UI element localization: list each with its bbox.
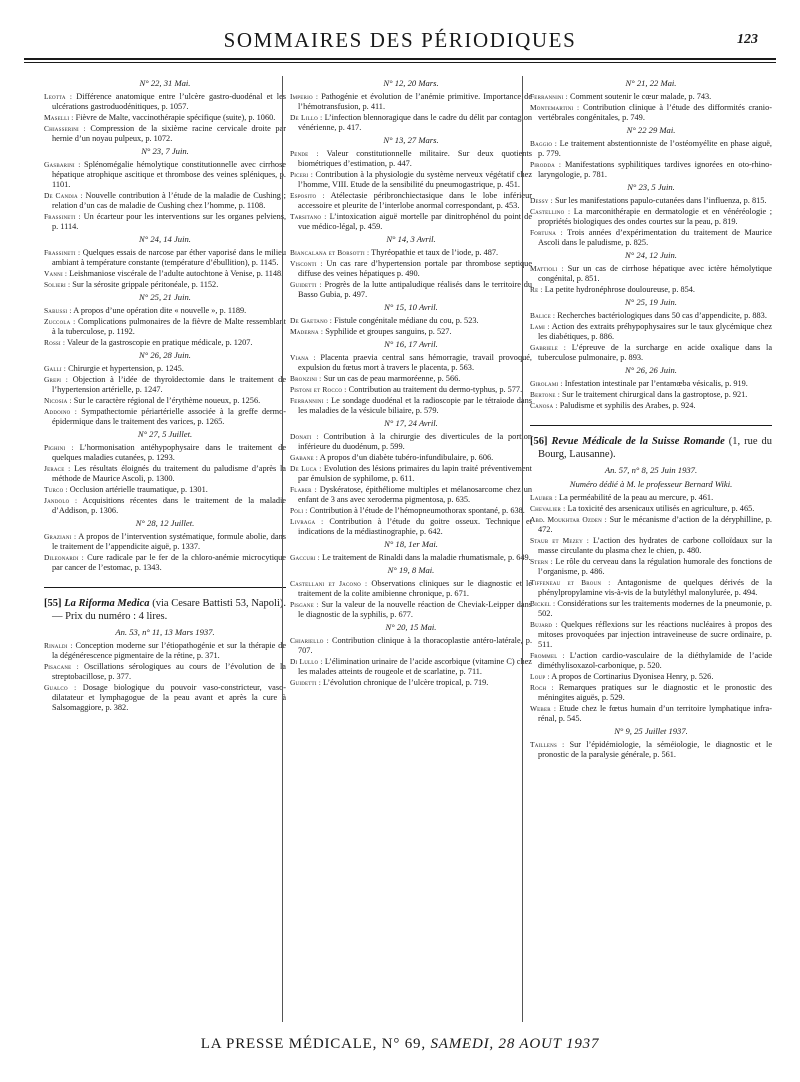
article-title: Compression de la sixième racine cervicale droite par hernie d’un noyau pulpeux, p. 1072.	[52, 124, 286, 143]
article-author: Dessy :	[530, 196, 553, 205]
issue-heading: N° 28, 12 Juillet.	[135, 518, 195, 528]
page-title: SOMMAIRES DES PÉRIODIQUES	[223, 28, 577, 52]
journal-number: [56]	[530, 436, 548, 447]
article-title: Sur le traitement chirurgical dans la gastroptose, p. 921.	[562, 390, 748, 399]
article-title: Antagonisme de quelques dérivés de la phénylpropylamine vis-à-vis de la butyléthyl malonylurée, p. 494.	[538, 578, 772, 597]
article-author: Galli :	[44, 364, 67, 373]
page-header	[24, 24, 776, 68]
article-title: Fistule congénitale médiane du cou, p. 523.	[334, 316, 479, 325]
article-author: Zuccola :	[44, 317, 76, 326]
article-entry	[44, 407, 286, 427]
article-entry	[530, 493, 772, 503]
article-author: Leotta :	[44, 92, 73, 101]
article-author: Pistoni et Rocco :	[290, 385, 347, 394]
article-entry	[290, 385, 532, 395]
article-entry	[290, 600, 532, 620]
article-author: Esposito :	[290, 191, 325, 200]
article-author: Jandolo :	[44, 496, 78, 505]
issue-heading: N° 13, 27 Mars.	[383, 135, 439, 145]
article-title: Contribution à l’étude du goitre osseux. Technique et indications de la médiastinographie, p. 642.	[298, 517, 532, 536]
article-author: Solieri :	[44, 280, 71, 289]
article-title: Comment soutenir le cœur malade, p. 743.	[570, 92, 712, 101]
article-title: Conception moderne sur l’étiopathogénie et sur la thérapie de la dégénérescence pigmentaire de la rétine, p. 371.	[52, 641, 286, 660]
article-entry	[290, 92, 532, 112]
article-title: L’intoxication aiguë mortelle par dinitrophénol du point de vue médico-légal, p. 459.	[298, 212, 532, 231]
article-entry	[290, 170, 532, 190]
article-title: Placenta praevia central sans hémorragie, travail provoqué, expulsion du fœtus mort à travers le placenta, p. 563.	[298, 353, 532, 372]
article-title: A propos de l’intervention systématique, formule abolie, dans le traitement de l’appendicite aiguë, p. 1337.	[52, 532, 286, 551]
article-title: Oscillations sérologiques au cours de l’évolution de la streptobacillose, p. 377.	[52, 662, 286, 681]
article-title: Sur un cas de cirrhose hépatique avec ictère hémolytique congénital, p. 851.	[538, 264, 772, 283]
article-title: Complications pulmonaires de la fièvre de Malte ressemblant à la tuberculose, p. 1192.	[52, 317, 286, 336]
article-entry	[44, 317, 286, 337]
article-entry	[530, 285, 772, 295]
article-author: Nicosia :	[44, 396, 72, 405]
article-author: Grepi :	[44, 375, 69, 384]
article-entry	[530, 322, 772, 342]
article-entry	[290, 453, 532, 463]
journal-heading	[530, 436, 772, 461]
article-author: De Luca :	[290, 464, 322, 473]
article-entry	[290, 191, 532, 211]
article-entry	[530, 620, 772, 650]
column-3	[530, 76, 772, 761]
article-author: Castellani et Jacono :	[290, 579, 368, 588]
column-1	[44, 76, 286, 714]
column-divider	[522, 76, 523, 1022]
article-author: Rinaldi :	[44, 641, 73, 650]
article-entry	[44, 269, 286, 279]
issue-heading: N° 12, 20 Mars.	[383, 78, 439, 88]
article-author: Graziani :	[44, 532, 77, 541]
article-author: Livraga :	[290, 517, 324, 526]
issue-heading: N° 23, 7 Juin.	[141, 146, 189, 156]
article-author: Gaccuri :	[290, 553, 320, 562]
article-author: Canosa :	[530, 401, 558, 410]
article-entry	[290, 259, 532, 279]
journal-name: Revue Médicale de la Suisse Romande	[551, 436, 725, 447]
article-entry	[530, 390, 772, 400]
article-author: Ferrannini :	[530, 92, 568, 101]
article-title: Leishmaniose viscérale de l’adulte autochtone à Venise, p. 1148.	[69, 269, 284, 278]
article-entry	[530, 704, 772, 724]
article-title: Thyréopathie et taux de l’iode, p. 487.	[371, 248, 499, 257]
article-entry	[530, 740, 772, 760]
article-entry	[44, 248, 286, 268]
article-author: Biancalana et Borsotti :	[290, 248, 370, 257]
issue-heading: N° 14, 3 Avril.	[386, 234, 436, 244]
article-author: Maselli :	[44, 113, 74, 122]
article-entry	[530, 343, 772, 363]
article-entry	[530, 228, 772, 248]
column-divider	[282, 76, 283, 1022]
article-author: Chiasserini :	[44, 124, 86, 133]
article-title: Sur un cas de peau marmoréenne, p. 566.	[323, 374, 461, 383]
article-author: Turco :	[44, 485, 68, 494]
article-entry	[290, 464, 532, 484]
article-title: Occlusion artérielle traumatique, p. 1301.	[69, 485, 208, 494]
article-author: Loup :	[530, 672, 550, 681]
article-title: Contribution clinique à la thoracoplastie antéro-latérale, p. 707.	[298, 636, 533, 655]
journal-info: (via Cesare Battisti 53, Napoli). — Prix du numéro : 4 lires.	[52, 598, 287, 622]
article-author: Balice :	[530, 311, 556, 320]
issue-heading: N° 21, 22 Mai.	[625, 78, 677, 88]
article-title: A propos d’une opération dite « nouvelle », p. 1189.	[73, 306, 247, 315]
article-title: Action des extraits préhypophysaires sur le taux glycémique chez les diabétiques, p. 886.	[538, 322, 773, 341]
article-entry	[290, 149, 532, 169]
header-rule	[24, 58, 776, 60]
article-title: Infestation intestinale par l’entamœba vésicalis, p. 919.	[564, 379, 748, 388]
article-entry	[44, 160, 286, 190]
article-entry	[530, 207, 772, 227]
issue-heading: N° 26, 26 Juin.	[625, 365, 677, 375]
article-entry	[290, 316, 532, 326]
article-author: Lauber :	[530, 493, 557, 502]
article-title: Contribution à la physiologie du système nerveux végétatif chez l’homme, VIII. Etude de la sensibilité du pneumogastrique, p. 451.	[298, 170, 533, 189]
page-number: 123	[737, 32, 758, 47]
journal-heading	[44, 598, 286, 623]
article-entry	[290, 248, 532, 258]
article-entry	[290, 353, 532, 373]
header-rule-thin	[24, 62, 776, 63]
article-title: Paludisme et syphilis des Arabes, p. 924.	[559, 401, 696, 410]
article-entry	[530, 672, 772, 682]
article-author: Guidetti :	[290, 280, 322, 289]
article-author: Frommel :	[530, 651, 565, 660]
article-author: Frassineti :	[44, 248, 81, 257]
column-2	[290, 76, 532, 689]
article-entry	[290, 327, 532, 337]
article-entry	[44, 443, 286, 463]
article-title: Un cas rare d’hypertension portale par thrombose septique diffuse des veines hépatiques p. 490.	[298, 259, 532, 278]
article-title: Fièvre de Malte, vaccinothérapie spécifique (suite), p. 1060.	[75, 113, 276, 122]
article-title: Valeur de la gastroscopie en pratique médicale, p. 1207.	[67, 338, 253, 347]
article-entry	[530, 599, 772, 619]
issue-heading: N° 16, 17 Avril.	[384, 339, 438, 349]
article-author: Pirodda :	[530, 160, 562, 169]
article-title: Quelques réflexions sur les réactions nucléaires à propos des mitoses provoquées par injection intraveineuse de sucre ordinaire, p. 511.	[538, 620, 772, 649]
issue-heading: N° 27, 5 Juillet.	[137, 429, 193, 439]
article-author: De Candia :	[44, 191, 83, 200]
article-entry	[44, 375, 286, 395]
article-entry	[44, 92, 286, 112]
article-title: Etude chez le fœtus humain d’un territoire lymphatique infra-rénal, p. 545.	[538, 704, 773, 723]
issue-heading: N° 25, 19 Juin.	[625, 297, 677, 307]
article-title: Pathogénie et évolution de l’anémie primitive. Importance de l’hémotransfusion, p. 411.	[298, 92, 532, 111]
article-entry	[530, 504, 772, 514]
article-title: Sur le caractère régional de l’érythème noueux, p. 1256.	[73, 396, 261, 405]
article-author: Di Lullo :	[290, 657, 323, 666]
article-author: Chevalier :	[530, 504, 566, 513]
issue-heading: N° 19, 8 Mai.	[387, 565, 435, 575]
article-author: Imperio :	[290, 92, 319, 101]
article-author: Abd. Moukhtar Ozden :	[530, 515, 607, 524]
article-title: Splénomégalie hémolytique constitutionnelle avec cirrhose hépatique atrophique ascitique et thrombose des veines spléniques, p. 1101.	[52, 160, 286, 189]
article-title: Sympathectomie périartérielle associée à la greffe dermo-épidermique dans le traitement des varices, p. 1265.	[52, 407, 286, 426]
article-title: L’évolution chronique de l’ulcère tropical, p. 719.	[323, 678, 489, 687]
article-author: Mattioli :	[530, 264, 564, 273]
article-author: Bujard :	[530, 620, 558, 629]
article-title: Recherches bactériologiques dans 50 cas d’appendicite, p. 883.	[557, 311, 767, 320]
article-title: L’élimination urinaire de l’acide ascorbique (vitamine C) chez les malades atteints de rougeole et de scarlatine, p. 711.	[298, 657, 532, 676]
article-author: Bronzini :	[290, 374, 322, 383]
article-author: Montemartini :	[530, 103, 580, 112]
article-title: La marconithérapie en dermatologie et en vénéréologie ; propriétés biologiques des ondes courtes sur la peau, p. 819.	[538, 207, 772, 226]
article-author: Gualco :	[44, 683, 77, 692]
article-title: Acquisitions récentes dans le traitement de la maladie d’Addison, p. 1306.	[52, 496, 286, 515]
article-entry	[290, 553, 532, 563]
article-author: Vanni :	[44, 269, 68, 278]
article-entry	[530, 683, 772, 703]
article-title: Quelques essais de narcose par éther vaporisé dans le milieu ambiant à température constante (température d’ébullition), p. 1145.	[52, 248, 286, 267]
article-title: Sur le mécanisme d’action de la déryphilline, p. 472.	[538, 515, 772, 534]
issue-heading: An. 57, n° 8, 25 Juin 1937.	[604, 465, 698, 475]
issue-heading: N° 22 29 Mai.	[626, 125, 676, 135]
article-entry	[44, 191, 286, 211]
article-author: Girolami :	[530, 379, 563, 388]
article-author: Stern :	[530, 557, 553, 566]
page-footer	[24, 1032, 776, 1072]
issue-heading: N° 24, 14 Juin.	[139, 234, 191, 244]
article-title: La perméabilité de la peau au mercure, p. 461.	[559, 493, 714, 502]
article-entry	[290, 579, 532, 599]
article-entry	[44, 280, 286, 290]
article-author: Addoino :	[44, 407, 77, 416]
article-author: Maderna :	[290, 327, 324, 336]
issue-heading: N° 26, 28 Juin.	[139, 350, 191, 360]
article-author: Pende :	[290, 149, 319, 158]
article-entry	[530, 515, 772, 535]
issue-heading: N° 24, 12 Juin.	[625, 250, 677, 260]
issue-heading: N° 9, 25 Juillet 1937.	[614, 726, 688, 736]
article-author: De Lillo :	[290, 113, 323, 122]
article-entry	[290, 485, 532, 505]
article-author: Bickel :	[530, 599, 556, 608]
article-author: Staub et Mezey :	[530, 536, 590, 545]
article-entry	[290, 374, 532, 384]
article-author: Pisgane :	[290, 600, 319, 609]
article-title: Progrès de la lutte antipaludique réalisés dans le territoire du Basso Gubia, p. 497.	[298, 280, 533, 299]
article-author: Roch :	[530, 683, 554, 692]
article-author: Pighini :	[44, 443, 74, 452]
article-entry	[530, 651, 772, 671]
journal-name: La Riforma Medica	[64, 598, 150, 609]
article-author: Frassineti :	[44, 212, 81, 221]
article-title: Valeur constitutionnelle militaire. Sur deux quotients biométriques d’estimation, p. 447.	[298, 149, 532, 168]
article-entry	[44, 306, 286, 316]
article-title: Evolution des lésions primaires du lapin traité préventivement par émulsion de syphilome, p. 611.	[298, 464, 532, 483]
article-title: Contribution clinique à l’étude des difformités cranio-vertébrales congénitales, p. 749.	[538, 103, 772, 122]
article-title: Sur la sérosite grippale péritonéale, p. 1152.	[72, 280, 219, 289]
article-title: Le traitement de Rinaldi dans la maladie rhumatismale, p. 649.	[322, 553, 531, 562]
article-author: Weber :	[530, 704, 557, 713]
issue-heading: Numéro dédié à M. le professeur Bernard Wiki.	[569, 479, 733, 489]
article-author: Sabussi :	[44, 306, 72, 315]
issue-heading: N° 18, 1er Mai.	[384, 539, 438, 549]
article-entry	[44, 396, 286, 406]
article-entry	[44, 364, 286, 374]
footer-day: SAMEDI,	[430, 1036, 494, 1052]
article-entry	[530, 401, 772, 411]
article-title: Objection à l’idée de thyroïdectomie dans le traitement de l’hypertension artérielle, p. 1247.	[52, 375, 286, 394]
article-author: Piceri :	[290, 170, 314, 179]
article-title: Manifestations syphilitiques tardives ignorées en oto-rhino-laryngologie, p. 781.	[538, 160, 773, 179]
article-title: A propos de Cortinarius Dyonisea Henry, p. 526.	[551, 672, 714, 681]
section-divider	[530, 425, 772, 426]
journal-info: (1, rue du Bourg, Lausanne).	[538, 436, 773, 460]
section-divider	[44, 587, 286, 588]
article-entry	[530, 379, 772, 389]
article-title: Atélectasie péribronchiectasique dans le lobe inférieur accessoire et pleurite de l’interlobe anormal correspondant, p. 453.	[298, 191, 532, 210]
article-title: Sur les manifestations papulo-cutanées dans l’influenza, p. 815.	[554, 196, 767, 205]
article-entry	[44, 113, 286, 123]
article-title: A propos d’un diabète tubéro-infundibulaire, p. 606.	[319, 453, 494, 462]
article-title: Dyskératose, épithéliome multiples et mélanosarcome chez un enfant de 3 ans avec xeroderma pigmentosa, p. 635.	[298, 485, 532, 504]
article-entry	[290, 636, 532, 656]
footer-date: 28 AOUT 1937	[498, 1036, 600, 1052]
article-entry	[290, 396, 532, 416]
article-title: Dosage biologique du pouvoir vaso-constricteur, vaso-dilatateur et lymphagogue de la peau avant et après la cure à Salsomaggiore, p. 382.	[52, 683, 287, 712]
article-title: Trois années d’expérimentation du traitement de Maurice Ascoli dans le paludisme, p. 825.	[538, 228, 772, 247]
article-entry	[44, 338, 286, 348]
article-entry	[44, 641, 286, 661]
article-title: La petite hydronéphrose douloureuse, p. 854.	[544, 285, 695, 294]
journal-number: [55]	[44, 598, 62, 609]
article-author: Castellino :	[530, 207, 571, 216]
article-title: Chirurgie et hypertension, p. 1245.	[68, 364, 184, 373]
article-entry	[530, 536, 772, 556]
article-author: Poli :	[290, 506, 308, 515]
article-title: Sur l’épidémiologie, la séméiologie, le diagnostic et le pronostic de la paralysie générale, p. 561.	[538, 740, 773, 759]
article-author: Dileonardi :	[44, 553, 84, 562]
article-entry	[290, 517, 532, 537]
article-title: L’épreuve de la surcharge en acide oxalique dans la tuberculose pulmonaire, p. 893.	[538, 343, 772, 362]
article-title: Le rôle du cerveau dans la régulation humorale des fonctions de l’organisme, p. 486.	[538, 557, 772, 576]
article-author: De Gaetano :	[290, 316, 333, 325]
article-entry	[44, 464, 286, 484]
article-entry	[530, 160, 772, 180]
article-title: Nouvelle contribution à l’étude de la maladie de Cushing ; relation d’un cas de maladie de Cushing chez l’homme, p. 1108.	[52, 191, 286, 210]
issue-heading: N° 17, 24 Avril.	[384, 418, 438, 428]
article-title: Différence anatomique entre l’ulcère gastro-duodénal et les ulcérations gastroduodénitiques, p. 1057.	[52, 92, 286, 111]
article-author: Visconti :	[290, 259, 323, 268]
article-title: Un écarteur pour les interventions sur les organes pelviens, p. 1114.	[52, 212, 287, 231]
article-title: Contribution à la chirurgie des diverticules de la portion inférieure du duodénum, p. 599.	[298, 432, 532, 451]
article-title: Contribution à l’étude de l’hémopneumothorax spontané, p. 638.	[309, 506, 525, 515]
article-entry	[44, 553, 286, 573]
article-entry	[44, 124, 286, 144]
article-title: Les résultats éloignés du traitement du paludisme d’après la méthode de Maurice Ascoli, p. 1300.	[52, 464, 286, 483]
article-entry	[290, 657, 532, 677]
article-title: Considérations sur les traitements modernes de la pneumonie, p. 502.	[538, 599, 772, 618]
article-entry	[44, 662, 286, 682]
article-author: Gabane :	[290, 453, 319, 462]
issue-heading: N° 23, 5 Juin.	[627, 182, 675, 192]
issue-heading: N° 20, 15 Mai.	[385, 622, 437, 632]
issue-heading: N° 25, 21 Juin.	[139, 292, 191, 302]
article-author: Fortuna :	[530, 228, 563, 237]
article-title: Syphilide et groupes sanguins, p. 527.	[325, 327, 452, 336]
article-author: Taillens :	[530, 740, 565, 749]
article-title: Remarques pratiques sur le diagnostic et le pronostic des méningites aiguës, p. 529.	[538, 683, 772, 702]
article-author: Pisacane :	[44, 662, 79, 671]
article-entry	[290, 678, 532, 688]
article-author: Guidetti :	[290, 678, 321, 687]
article-entry	[290, 432, 532, 452]
article-entry	[44, 212, 286, 232]
footer-line	[24, 1036, 776, 1053]
footer-journal: LA PRESSE MÉDICALE, N° 69,	[200, 1036, 426, 1052]
article-entry	[44, 683, 286, 713]
article-author: Re :	[530, 285, 543, 294]
article-entry	[530, 103, 772, 123]
article-entry	[530, 92, 772, 102]
article-title: Cure radicale par le fer de la chloro-anémie microcytique par cancer de l’estomac, p. 1343.	[52, 553, 286, 572]
article-title: Observations cliniques sur le diagnostic et le traitement de la colite amibienne chronique, p. 671.	[298, 579, 533, 598]
article-author: Rossi :	[44, 338, 66, 347]
article-entry	[290, 113, 532, 133]
issue-heading: An. 53, n° 11, 13 Mars 1937.	[115, 627, 215, 637]
article-author: Donati :	[290, 432, 319, 441]
article-author: Viana :	[290, 353, 316, 362]
article-entry	[290, 506, 532, 516]
article-title: L’infection blennoragique dans le cadre du délit par contagion vénérienne, p. 417.	[298, 113, 532, 132]
article-author: Flarer :	[290, 485, 317, 494]
article-entry	[290, 212, 532, 232]
article-author: Jerace :	[44, 464, 71, 473]
article-author: Chiariello :	[290, 636, 329, 645]
article-author: Tarsitano :	[290, 212, 327, 221]
article-author: Gabriele :	[530, 343, 567, 352]
article-entry	[44, 496, 286, 516]
article-author: Tiffeneau et Broun :	[530, 578, 611, 587]
article-title: Contribution au traitement du dermo-typhus, p. 577.	[348, 385, 523, 394]
article-title: Sur la valeur de la nouvelle réaction de Cheviak-Leipper dans le diagnostic de la syphilis, p. 677.	[298, 600, 532, 619]
article-author: Gasbarini :	[44, 160, 81, 169]
issue-heading: N° 22, 31 Mai.	[139, 78, 191, 88]
article-author: Bertone :	[530, 390, 560, 399]
article-entry	[530, 578, 772, 598]
article-title: L’hormonisation antéhypophysaire dans le traitement de quelques maladies cutanées, p. 1293.	[52, 443, 287, 462]
article-entry	[290, 280, 532, 300]
article-title: La toxicité des arsenicaux utilisés en agriculture, p. 465.	[567, 504, 755, 513]
article-title: L’action des hydrates de carbone colloïdaux sur la masse circulante du plasma chez le chien, p. 480.	[538, 536, 772, 555]
issue-heading: N° 15, 10 Avril.	[384, 302, 438, 312]
article-author: Lami :	[530, 322, 550, 331]
article-entry	[530, 557, 772, 577]
article-author: Baggio :	[530, 139, 558, 148]
article-entry	[530, 139, 772, 159]
article-entry	[530, 196, 772, 206]
article-entry	[530, 264, 772, 284]
article-entry	[530, 311, 772, 321]
article-title: L’action cardio-vasculaire de la diéthylamide de l’acide diméthylisoxazol-carbonique, p. 520.	[538, 651, 773, 670]
article-entry	[44, 532, 286, 552]
article-entry	[44, 485, 286, 495]
article-author: Ferrannini :	[290, 396, 329, 405]
article-title: Le traitement abstentionniste de l’ostéomyélite en phase aiguë, p. 779.	[538, 139, 772, 158]
article-title: Le sondage duodénal et la radioscopie par le tétraiode dans les maladies de la vésicule biliaire, p. 579.	[298, 396, 532, 415]
